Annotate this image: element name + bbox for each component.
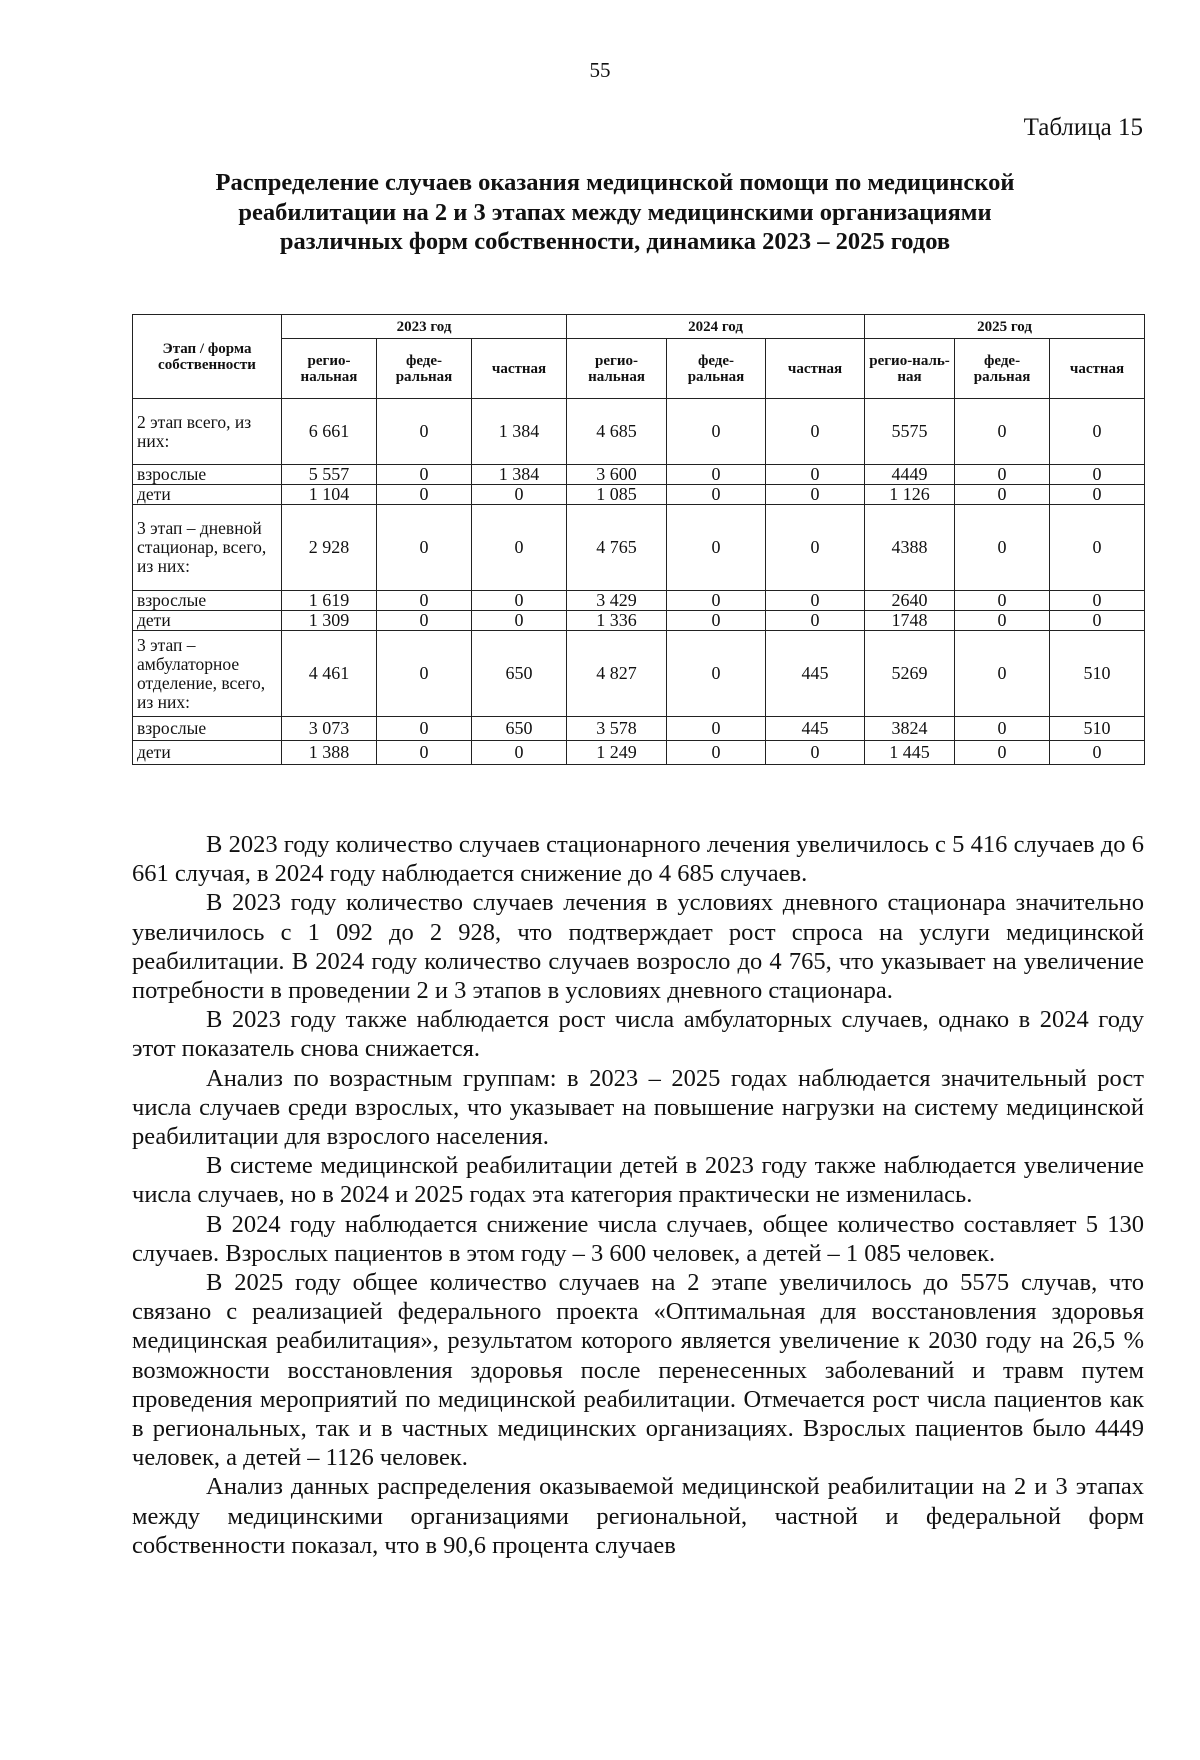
table-cell: 1 388 xyxy=(282,741,377,765)
table-cell: 445 xyxy=(766,631,865,717)
table-cell: 0 xyxy=(766,465,865,485)
year-header: 2023 год xyxy=(282,315,567,339)
table-cell: 0 xyxy=(955,717,1050,741)
table-cell: 0 xyxy=(1050,611,1145,631)
table-cell: 650 xyxy=(472,631,567,717)
table-cell: 1 619 xyxy=(282,591,377,611)
table-cell: 4 827 xyxy=(567,631,667,717)
table-row xyxy=(133,399,1145,465)
table-cell: 0 xyxy=(766,485,865,505)
table-cell: 650 xyxy=(472,717,567,741)
table-cell: 0 xyxy=(766,741,865,765)
table-row xyxy=(133,591,1145,611)
table-cell: 0 xyxy=(377,741,472,765)
year-header: 2024 год xyxy=(567,315,865,339)
row-label: взрослые xyxy=(133,465,282,485)
paragraph: В 2024 году наблюдается снижение числа случаев, общее количество составляет 5 130 случаев. Взрослых пациентов в этом году – 3 600 человек, а детей – 1 085 человек. xyxy=(132,1210,1144,1267)
table-cell: 2 928 xyxy=(282,505,377,591)
table-cell: 4 765 xyxy=(567,505,667,591)
paragraph: Анализ по возрастным группам: в 2023 – 2025 годах наблюдается значительный рост числа случаев среди взрослых, что указывает на повышение нагрузки на систему медицинской реабилитации для взрослого населения. xyxy=(132,1064,1144,1151)
table-cell: 0 xyxy=(955,631,1050,717)
table-row xyxy=(133,505,1145,591)
table-cell: 1 085 xyxy=(567,485,667,505)
row-label: дети xyxy=(133,741,282,765)
table-cell: 4 461 xyxy=(282,631,377,717)
table-cell: 0 xyxy=(766,399,865,465)
corner-header: Этап / форма собственности xyxy=(133,315,282,399)
table-cell: 1748 xyxy=(865,611,955,631)
table-cell: 0 xyxy=(955,399,1050,465)
table-cell: 2640 xyxy=(865,591,955,611)
table-label: Таблица 15 xyxy=(1023,114,1143,141)
table-cell: 0 xyxy=(1050,591,1145,611)
page-number: 55 xyxy=(589,58,611,82)
subheader-private: частная xyxy=(472,339,567,399)
table-cell: 0 xyxy=(667,591,766,611)
table-cell: 0 xyxy=(667,399,766,465)
table-cell: 0 xyxy=(472,611,567,631)
table-cell: 0 xyxy=(1050,465,1145,485)
table-cell: 0 xyxy=(667,631,766,717)
subheader-regional: регио-наль-ная xyxy=(865,339,955,399)
table-cell: 0 xyxy=(766,505,865,591)
table-cell: 3 578 xyxy=(567,717,667,741)
table-body xyxy=(133,399,1145,765)
table-row xyxy=(133,717,1145,741)
paragraph: В 2023 году количество случаев лечения в условиях дневного стационара значительно увеличилось с 1 092 до 2 928, что подтверждает рост спроса на услуги медицинской реабилитации. В 2024 году количество случаев возросло до 4 765, что указывает на увеличение потребности в проведении 2 и 3 этапов в условиях дневного стационара. xyxy=(132,889,1144,1005)
table-cell: 0 xyxy=(667,465,766,485)
table-cell: 1 445 xyxy=(865,741,955,765)
subheader-private: частная xyxy=(766,339,865,399)
table-cell: 0 xyxy=(667,505,766,591)
subheader-federal: феде-ральная xyxy=(667,339,766,399)
table-cell: 0 xyxy=(955,611,1050,631)
table-cell: 0 xyxy=(667,485,766,505)
table-cell: 510 xyxy=(1050,631,1145,717)
row-label: взрослые xyxy=(133,591,282,611)
table-cell: 0 xyxy=(667,741,766,765)
table-cell: 0 xyxy=(955,465,1050,485)
table-cell: 0 xyxy=(472,485,567,505)
table-cell: 0 xyxy=(1050,485,1145,505)
table-cell: 0 xyxy=(1050,399,1145,465)
table-cell: 0 xyxy=(377,399,472,465)
table-cell: 0 xyxy=(377,717,472,741)
table-cell: 3 600 xyxy=(567,465,667,485)
table-cell: 0 xyxy=(667,611,766,631)
table-row xyxy=(133,631,1145,717)
table-cell: 0 xyxy=(377,631,472,717)
table-cell: 0 xyxy=(766,591,865,611)
table-cell: 1 384 xyxy=(472,399,567,465)
row-label: дети xyxy=(133,611,282,631)
paragraph: В системе медицинской реабилитации детей в 2023 году также наблюдается увеличение числа случаев, но в 2024 и 2025 годах эта категория практически не изменилась. xyxy=(132,1152,1144,1209)
table-cell: 445 xyxy=(766,717,865,741)
table-cell: 0 xyxy=(955,485,1050,505)
row-label: 3 этап – дневной стационар, всего, из них: xyxy=(133,505,282,591)
table-cell: 6 661 xyxy=(282,399,377,465)
row-label: взрослые xyxy=(133,717,282,741)
table-cell: 0 xyxy=(377,465,472,485)
table-cell: 4388 xyxy=(865,505,955,591)
table-cell: 0 xyxy=(766,611,865,631)
table-cell: 0 xyxy=(472,591,567,611)
table-cell: 1 126 xyxy=(865,485,955,505)
table-row xyxy=(133,741,1145,765)
paragraph: Анализ данных распределения оказываемой медицинской реабилитации на 2 и 3 этапах между медицинскими организациями региональной, частной и федеральной форм собственности показал, что в 90,6 процента случаев xyxy=(132,1473,1144,1559)
table-cell: 3 073 xyxy=(282,717,377,741)
row-label: дети xyxy=(133,485,282,505)
table-cell: 510 xyxy=(1050,717,1145,741)
table-cell: 1 336 xyxy=(567,611,667,631)
table-cell: 0 xyxy=(377,485,472,505)
table-row xyxy=(133,611,1145,631)
table-cell: 1 104 xyxy=(282,485,377,505)
paragraph: В 2023 году количество случаев стационарного лечения увеличилось с 5 416 случаев до 6 661 случая, в 2024 году наблюдается снижение до 4 685 случаев. xyxy=(132,831,1144,888)
paragraph: В 2023 году также наблюдается рост числа амбулаторных случаев, однако в 2024 году этот показатель снова снижается. xyxy=(132,1006,1144,1063)
table-cell: 1 309 xyxy=(282,611,377,631)
table-cell: 1 249 xyxy=(567,741,667,765)
table-cell: 0 xyxy=(377,505,472,591)
table-cell: 0 xyxy=(377,591,472,611)
table-cell: 5269 xyxy=(865,631,955,717)
table-cell: 0 xyxy=(955,505,1050,591)
table-cell: 3824 xyxy=(865,717,955,741)
body-text xyxy=(132,830,1144,1560)
subheader-federal: феде-ральная xyxy=(955,339,1050,399)
subheader-private: частная xyxy=(1050,339,1145,399)
table-title: Распределение случаев оказания медицинской помощи по медицинской реабилитации на 2 и 3 этапах между медицинскими организациями различных форм собственности, динамика 2023 – 2025 годов xyxy=(215,169,1015,255)
distribution-table xyxy=(132,314,1145,765)
table-cell: 5 557 xyxy=(282,465,377,485)
subheader-regional: регио-нальная xyxy=(282,339,377,399)
table-cell: 3 429 xyxy=(567,591,667,611)
table-cell: 1 384 xyxy=(472,465,567,485)
table-cell: 0 xyxy=(955,741,1050,765)
subheader-regional: регио-нальная xyxy=(567,339,667,399)
table-cell: 0 xyxy=(472,741,567,765)
table-cell: 0 xyxy=(377,611,472,631)
table-cell: 4449 xyxy=(865,465,955,485)
paragraph: В 2025 году общее количество случаев на 2 этапе увеличилось до 5575 случав, что связано с реализацией федерального проекта «Оптимальная для восстановления здоровья медицинская реабилитация», результатом которого является увеличение к 2030 году на 26,5 % возможности восстановления здоровья после перенесенных заболеваний и травм путем проведения мероприятий по медицинской реабилитации. Отмечается рост числа пациентов как в региональных, так и в частных медицинских организациях. Взрослых пациентов было 4449 человек, а детей – 1126 человек. xyxy=(132,1269,1144,1472)
table-cell: 0 xyxy=(667,717,766,741)
row-label: 2 этап всего, из них: xyxy=(133,399,282,465)
subheader-federal: феде-ральная xyxy=(377,339,472,399)
table-row xyxy=(133,485,1145,505)
table-cell: 5575 xyxy=(865,399,955,465)
table-cell: 0 xyxy=(955,591,1050,611)
row-label: 3 этап – амбулаторное отделение, всего, из них: xyxy=(133,631,282,717)
table-cell: 4 685 xyxy=(567,399,667,465)
table-row xyxy=(133,465,1145,485)
table-cell: 0 xyxy=(1050,505,1145,591)
table-cell: 0 xyxy=(1050,741,1145,765)
table-cell: 0 xyxy=(472,505,567,591)
year-header: 2025 год xyxy=(865,315,1145,339)
